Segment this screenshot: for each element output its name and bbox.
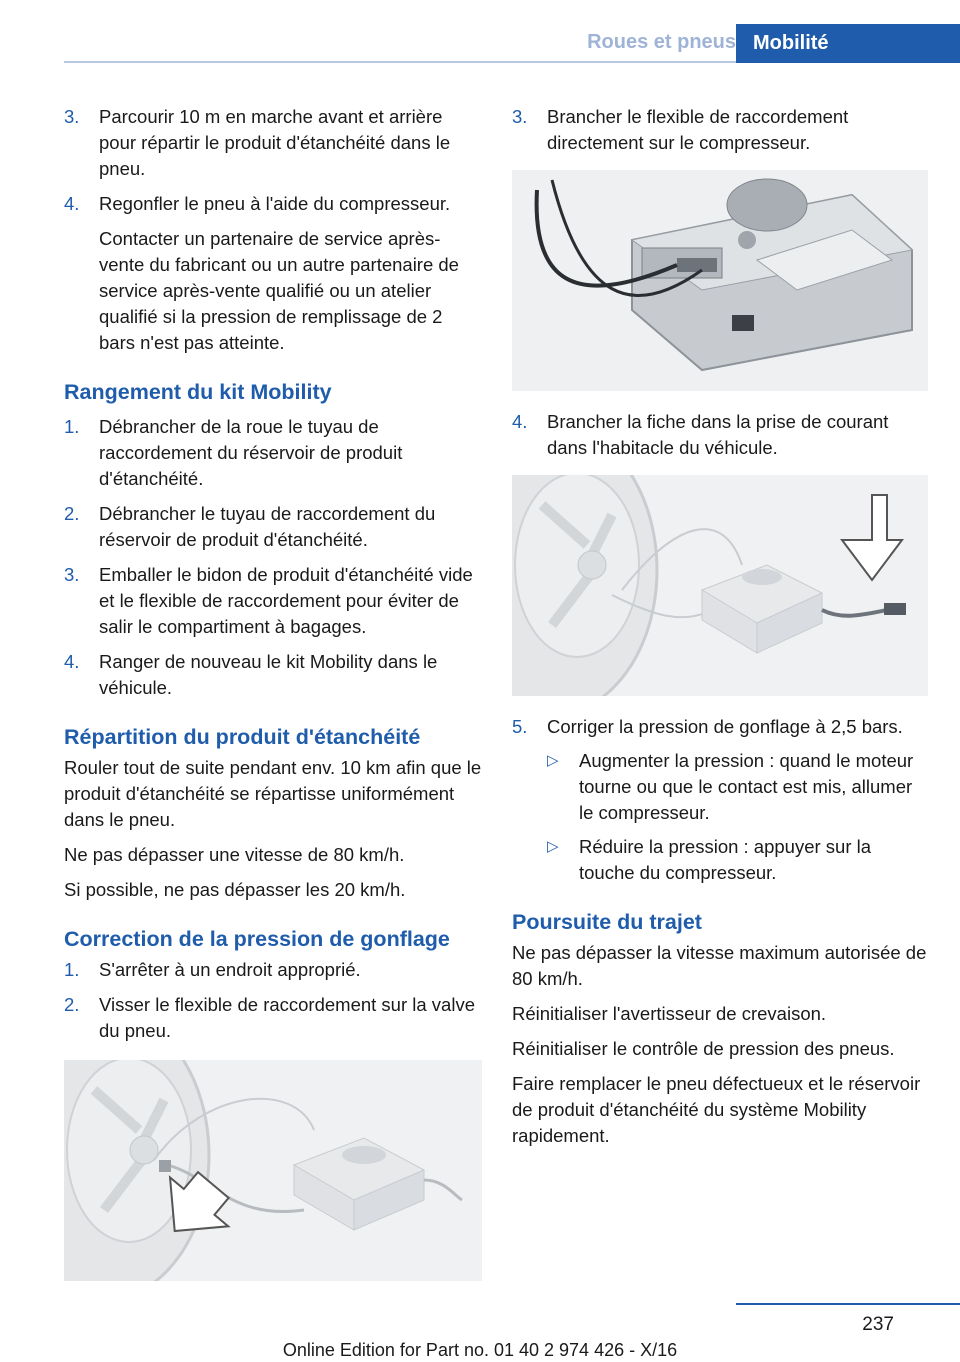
left-column xyxy=(64,104,482,1299)
step-text: Débrancher de la roue le tuyau de raccordement du réservoir de produit d'étanchéité. xyxy=(99,416,403,489)
list-item xyxy=(64,104,482,182)
page-number: 237 xyxy=(862,1314,894,1335)
step-text: Débrancher le tuyau de raccordement du réservoir de produit d'étanchéité. xyxy=(99,503,436,550)
list-item xyxy=(512,714,928,886)
step-text: Regonfler le pneu à l'aide du compresseur. xyxy=(99,193,451,214)
figure-compressor-illustration xyxy=(512,170,928,391)
list-item xyxy=(64,649,482,701)
heading-repartition: Répartition du produit d'étanchéité xyxy=(64,725,421,749)
footer-rule xyxy=(736,1303,960,1305)
figure-plug-illustration xyxy=(512,475,928,696)
chapter-tab-active[interactable]: Mobilité xyxy=(736,24,960,63)
list-item xyxy=(64,562,482,640)
edition-footer: Online Edition for Part no. 01 40 2 974 426 - X/16 xyxy=(282,1340,678,1360)
bullet-text: Réduire la pression : appuyer sur la touche du compresseur. xyxy=(579,836,872,883)
step-number: 4. xyxy=(512,411,528,432)
step-text: Brancher la fiche dans la prise de courant dans l'habitacle du véhicule. xyxy=(547,411,889,458)
paragraph: Réinitialiser le contrôle de pression des pneus. xyxy=(512,1038,895,1059)
figure-valve-connection xyxy=(64,1060,482,1281)
list-item xyxy=(512,409,928,461)
paragraph: Rouler tout de suite pendant env. 10 km afin que le produit d'étanchéité se répartisse uniformément dans le pneu. xyxy=(64,757,482,830)
step-text: Corriger la pression de gonflage à 2,5 bars. xyxy=(547,716,903,737)
list-item xyxy=(64,414,482,492)
bullet-text: Augmenter la pression : quand le moteur tourne ou que le contact est mis, allumer le compresseur. xyxy=(579,750,914,823)
list-item xyxy=(64,992,482,1044)
step-note: Contacter un partenaire de service après-vente du fabricant ou un autre partenaire de service après-vente qualifié ou un atelier qualifié si la pression de remplissage de 2 bars n'est pas atteinte. xyxy=(99,228,459,353)
step-number: 5. xyxy=(512,716,528,737)
heading-correction: Correction de la pression de gonflage xyxy=(64,927,450,951)
list-item xyxy=(64,191,482,356)
paragraph: Si possible, ne pas dépasser les 20 km/h. xyxy=(64,879,406,900)
triangle-right-icon: ▷ xyxy=(547,752,559,769)
step-number: 4. xyxy=(64,651,80,672)
section-tab[interactable]: Roues et pneus xyxy=(587,31,736,53)
paragraph: Réinitialiser l'avertisseur de crevaison. xyxy=(512,1003,827,1024)
list-item xyxy=(64,957,482,983)
step-text: S'arrêter à un endroit approprié. xyxy=(99,959,361,980)
step-number: 3. xyxy=(512,106,528,127)
step-text: Visser le flexible de raccordement sur la valve du pneu. xyxy=(99,994,475,1041)
paragraph: Ne pas dépasser la vitesse maximum autorisée de 80 km/h. xyxy=(512,942,927,989)
bullet-item xyxy=(547,748,928,826)
paragraph: Faire remplacer le pneu défectueux et le réservoir de produit d'étanchéité du système Mobility rapidement. xyxy=(512,1073,921,1146)
list-item xyxy=(512,104,928,156)
list-item xyxy=(64,501,482,553)
step-text: Emballer le bidon de produit d'étanchéité vide et le flexible de raccordement pour éviter de salir le compartiment à bagages. xyxy=(99,564,473,637)
right-column xyxy=(512,104,928,1158)
figure-compressor-hose xyxy=(512,170,928,391)
step-number: 3. xyxy=(64,564,80,585)
step-text: Ranger de nouveau le kit Mobility dans le véhicule. xyxy=(99,651,438,698)
step-text: Brancher le flexible de raccordement directement sur le compresseur. xyxy=(547,106,849,153)
step-number: 2. xyxy=(64,994,80,1015)
bullet-item xyxy=(547,834,928,886)
step-text: Parcourir 10 m en marche avant et arrière pour répartir le produit d'étanchéité dans le pneu. xyxy=(99,106,451,179)
step-number: 3. xyxy=(64,106,80,127)
step-number: 1. xyxy=(64,959,80,980)
paragraph: Ne pas dépasser une vitesse de 80 km/h. xyxy=(64,844,405,865)
triangle-right-icon: ▷ xyxy=(547,838,559,855)
heading-rangement: Rangement du kit Mobility xyxy=(64,380,332,404)
step-number: 4. xyxy=(64,193,80,214)
step-number: 1. xyxy=(64,416,80,437)
heading-poursuite: Poursuite du trajet xyxy=(512,910,702,934)
figure-valve-illustration xyxy=(64,1060,482,1281)
figure-power-plug xyxy=(512,475,928,696)
step-number: 2. xyxy=(64,503,80,524)
